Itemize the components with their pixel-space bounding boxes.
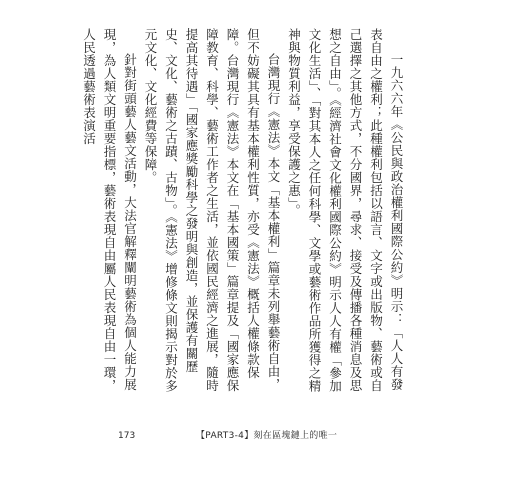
- paragraph-street-artists: 針對街頭藝人藝文活動，大法官解釋闡明藝術為個人能力展現，為人類文明重要指標，藝術表現自由屬人民表現自由一環，人民透過藝術表演活: [81, 28, 138, 392]
- paragraph-covenants: 一九六六年《公民與政治權利國際公約》明示：「人人有發表自由之權利；此種權利包括以語言、文字或出版物、藝術或自己選擇之其他方式，不分國界，尋求、接受及傳播各種消息及思想之自由」。《經濟社會文化權利國際公約》明示人人有權「參加文化生活」、「對其本人之任何科學、文學或藝術作品所獲得之精神與物質利益，享受保護之惠」。: [286, 28, 404, 393]
- page-footer: [118, 428, 406, 444]
- body-text: [81, 28, 406, 398]
- running-title: 【PART3-4】刻在區塊鏈上的唯一: [196, 431, 338, 441]
- paragraph-constitution: 台灣現行《憲法》本文「基本權利」篇章未列舉藝術自由，但不妨礙其具有基本權利性質，亦受《憲法》概括人權條款保障。台灣現行《憲法》本文在「基本國策」篇章提及「國家應保障教育、科學、藝術工作者之生活，並依國民經濟之進展，隨時提高其待遇」「國家應獎勵科學之發明與創造，並保護有關歷史、文化、藝術之古蹟、古物」。《憲法》增修條文則揭示對於多元文化、文化經費等保障。: [143, 28, 281, 393]
- page-number: 173: [118, 431, 136, 441]
